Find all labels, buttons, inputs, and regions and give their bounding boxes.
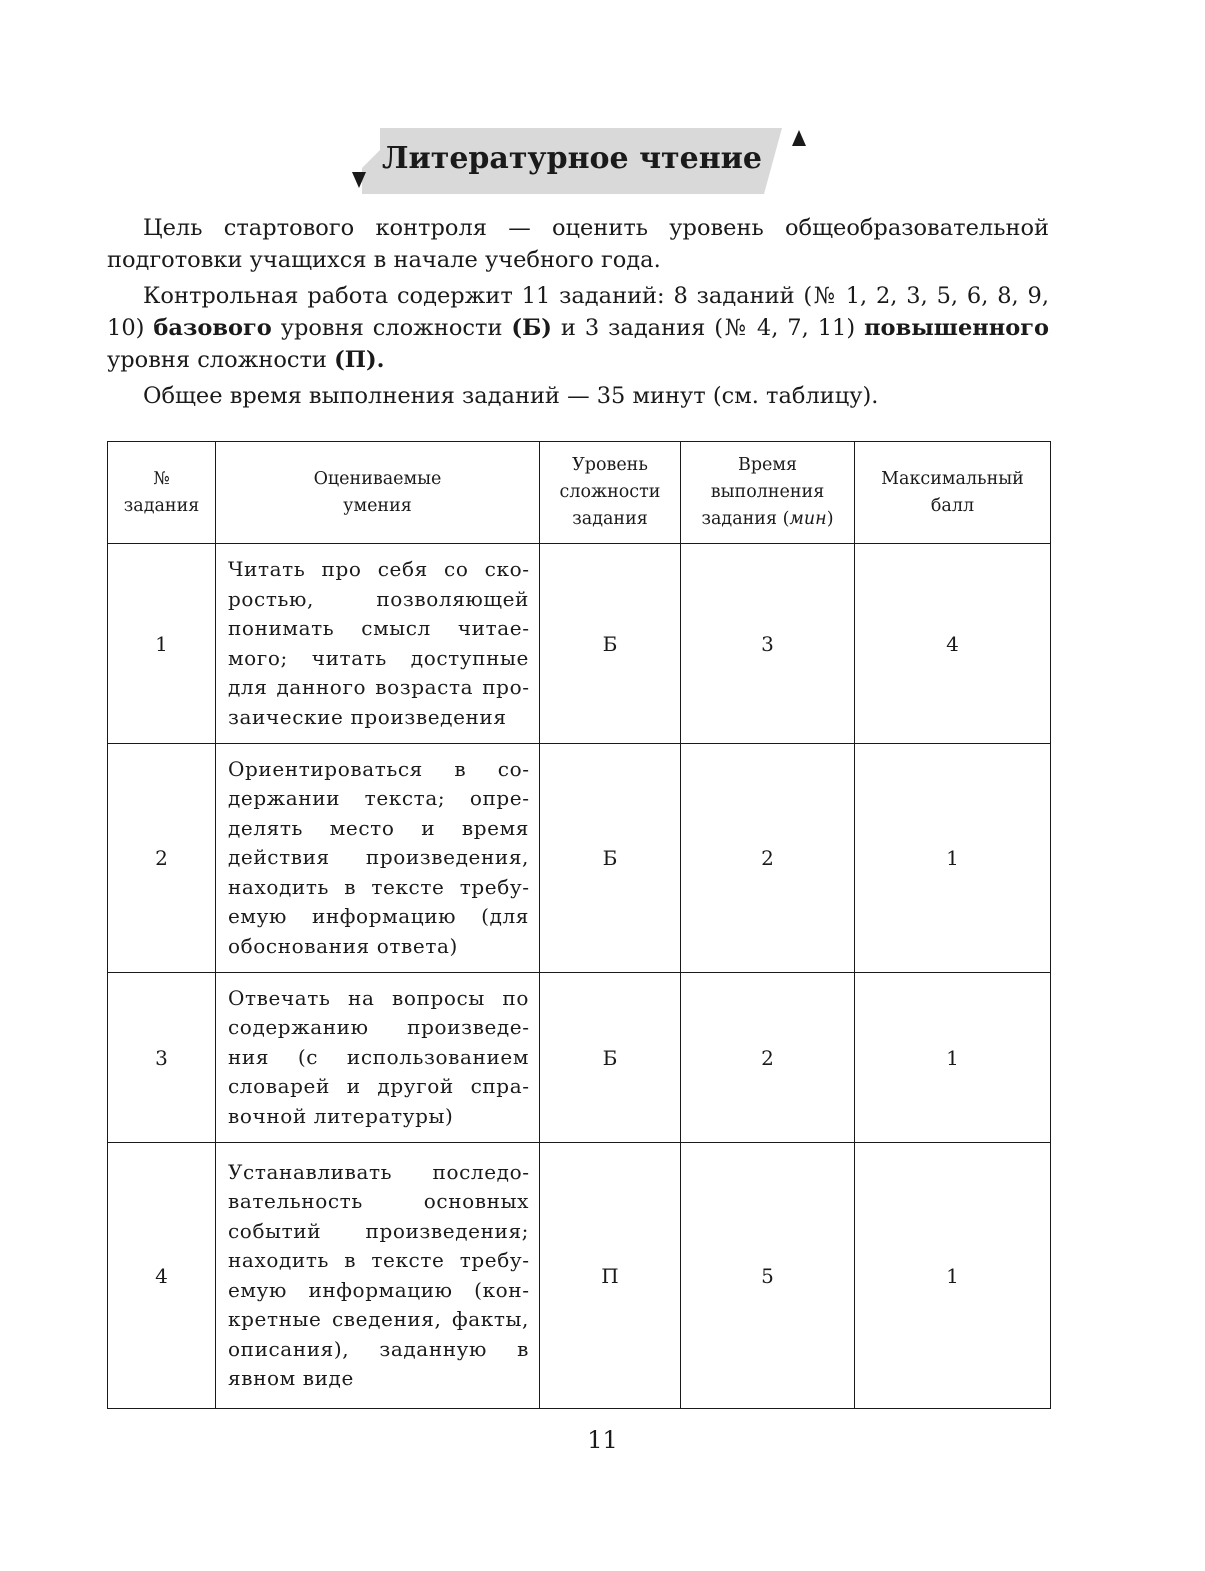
task-number: 1: [108, 544, 216, 744]
intro-bold-level-p: (П).: [334, 347, 385, 373]
table-row: [108, 744, 1051, 973]
task-number: 4: [108, 1143, 216, 1409]
header-text: умения: [343, 495, 412, 516]
task-time: 5: [681, 1143, 855, 1409]
intro-text-part: уровня сложности: [271, 315, 512, 341]
header-time: [681, 442, 855, 544]
header-difficulty: [540, 442, 681, 544]
header-text: выполнения: [710, 482, 825, 502]
task-skill: Читать про себя со скоростью, позволяющей понимать смысл читаемого; читать доступные для данного возраста прозаические произведения: [216, 544, 540, 744]
table-header-row: [108, 442, 1051, 544]
header-text: Максимальный: [881, 468, 1024, 489]
header-text: задания: [123, 495, 200, 516]
intro-paragraph-structure: [107, 280, 1049, 376]
intro-bold-advanced: повышенного: [864, 315, 1049, 341]
intro-paragraph-goal: Цель стартового контроля — оценить уровень общеобразовательной подготовки учащихся в начале учебного года.: [107, 215, 1049, 273]
section-heading-banner: [352, 128, 812, 194]
task-time: 3: [681, 544, 855, 744]
page-number: 11: [587, 1426, 618, 1454]
intro-text-part: Контрольная работа содержит 11 заданий: 8 заданий (№ 1, 2, 3, 5, 6, 8, 9, 10): [107, 283, 1049, 341]
task-max-score: 1: [855, 744, 1051, 973]
task-max-score: 1: [855, 1143, 1051, 1409]
table-row: [108, 544, 1051, 744]
task-time: 2: [681, 744, 855, 973]
header-text: сложности: [559, 482, 661, 502]
header-task-number: [108, 442, 216, 544]
task-max-score: 1: [855, 973, 1051, 1143]
task-level: Б: [540, 973, 681, 1143]
task-skill: Устанавливать последовательность основных событий произведения; находить в тексте требуемую информацию (конкретные сведения, факты, описания), заданную в явном виде: [216, 1143, 540, 1409]
task-time: 2: [681, 973, 855, 1143]
task-number: 2: [108, 744, 216, 973]
header-text: ): [826, 509, 834, 529]
intro-bold-level-b: (Б): [511, 315, 552, 341]
intro-bold-basic: базового: [153, 315, 272, 341]
intro-text-part: и 3 задания (№ 4, 7, 11): [551, 315, 865, 341]
triangle-up-icon: [792, 130, 806, 146]
task-level: Б: [540, 544, 681, 744]
table-row: [108, 1143, 1051, 1409]
header-text: балл: [930, 495, 975, 516]
header-text: №: [153, 468, 170, 489]
task-level: П: [540, 1143, 681, 1409]
header-time-unit: мин: [789, 509, 827, 529]
section-title: Литературное чтение: [381, 141, 763, 176]
header-text: Время: [737, 455, 798, 475]
header-text: Оцениваемые: [313, 468, 442, 489]
tasks-table: [107, 441, 1051, 1409]
intro-text-part: уровня сложности: [107, 347, 335, 373]
header-text: задания (: [701, 509, 790, 529]
header-text: задания: [572, 509, 648, 529]
task-max-score: 4: [855, 544, 1051, 744]
task-level: Б: [540, 744, 681, 973]
task-skill: Отвечать на вопросы по содержанию произведения (с использованием словарей и другой справочной литературы): [216, 973, 540, 1143]
header-max-score: [855, 442, 1051, 544]
task-number: 3: [108, 973, 216, 1143]
table-row: [108, 973, 1051, 1143]
header-skills: [216, 442, 540, 544]
task-skill: Ориентироваться в содержании текста; определять место и время действия произведения, находить в тексте требуемую информацию (для обоснования ответа): [216, 744, 540, 973]
intro-text: [107, 212, 1049, 416]
intro-paragraph-time: Общее время выполнения заданий — 35 минут (см. таблицу).: [143, 383, 879, 409]
header-text: Уровень: [572, 455, 648, 475]
